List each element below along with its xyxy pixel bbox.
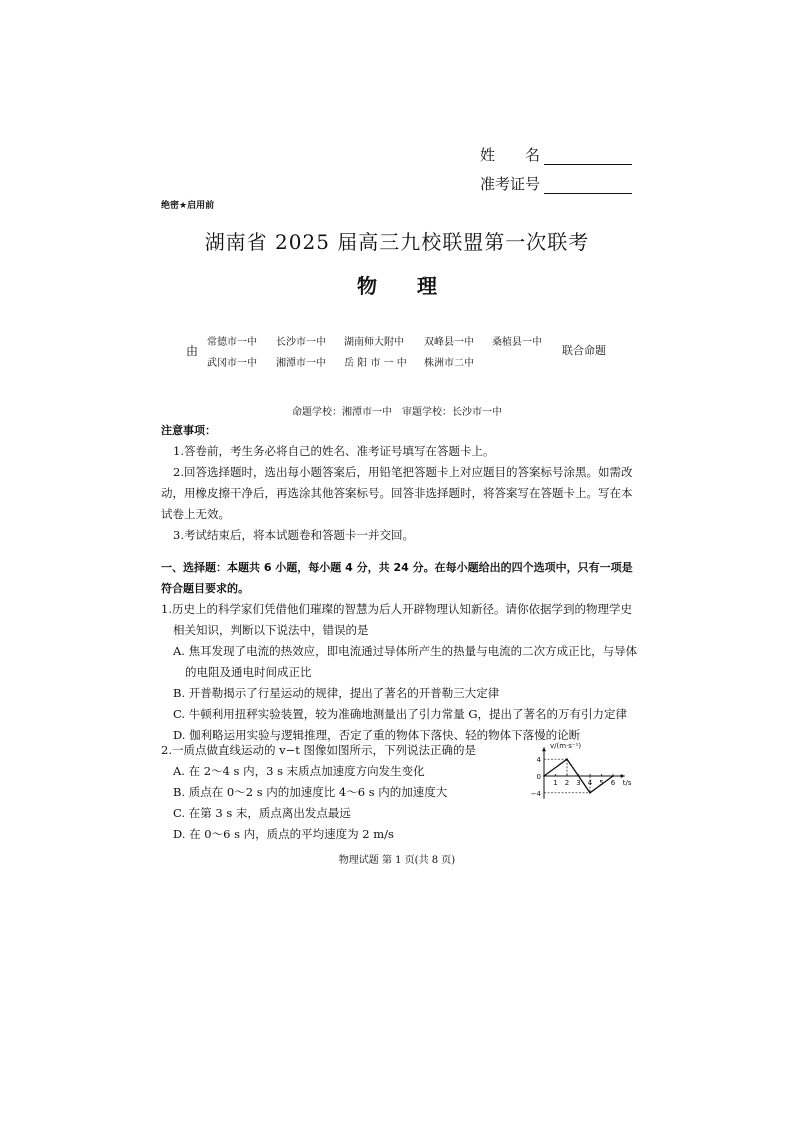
x-tick-label: 6 bbox=[610, 779, 616, 787]
id-field bbox=[480, 173, 632, 194]
id-label: 准考证号 bbox=[480, 175, 541, 193]
option-a: A. 焦耳发现了电流的热效应，即电流通过导体所产生的热量与电流的二次方成正比，与导体的电阻及通电时间成正比 bbox=[173, 644, 638, 679]
name-label: 姓 名 bbox=[480, 146, 541, 164]
question-1 bbox=[161, 599, 641, 746]
x-axis-label: t/s bbox=[622, 779, 632, 787]
notes-title: 注意事项： bbox=[161, 424, 216, 437]
option-d: D. 在 0～6 s 内，质点的平均速度为 2 m/s bbox=[173, 827, 394, 841]
y-axis-label: v/(m·s⁻¹) bbox=[550, 742, 582, 750]
option-c: C. 在第 3 s 末，质点离出发点最远 bbox=[173, 806, 351, 820]
data-point bbox=[543, 775, 545, 777]
school: 桑植县一中 bbox=[492, 337, 542, 348]
option-a: A. 在 2～4 s 内，3 s 末质点加速度方向发生变化 bbox=[173, 764, 425, 778]
question-stem: 1.历史上的科学家们凭借他们璀璨的智慧为后人开辟物理认知新径。请你依据学到的物理学史相关知识，判断以下说法中，错误的是 bbox=[161, 602, 632, 637]
x-tick-label: 4 bbox=[587, 779, 593, 787]
data-point bbox=[589, 792, 591, 794]
y-tick-label: 0 bbox=[536, 773, 541, 781]
notes bbox=[161, 420, 641, 546]
maker-line: 命题学校：湘潭市一中 审题学校：长沙市一中 bbox=[292, 407, 502, 418]
option-b: B. 开普勒揭示了行星运动的规律，提出了著名的开普勒三大定律 bbox=[173, 686, 500, 700]
x-axis-arrow bbox=[621, 774, 625, 778]
vt-chart-svg bbox=[528, 740, 640, 810]
authors-suffix: 联合命题 bbox=[562, 344, 606, 357]
option-c: C. 牛顿利用扭秤实验装置，较为准确地测量出了引力常量 G，提出了著名的万有引力定律 bbox=[173, 707, 628, 721]
school: 常德市一中 bbox=[207, 337, 257, 348]
question-stem: 2.一质点做直线运动的 v−t 图像如图所示，下列说法正确的是 bbox=[161, 743, 477, 757]
option-b: B. 质点在 0～2 s 内的加速度比 4～6 s 内的加速度大 bbox=[173, 785, 448, 799]
y-axis-arrow bbox=[542, 747, 546, 751]
school: 湘潭市一中 bbox=[276, 358, 326, 369]
secret-tag: 绝密★启用前 bbox=[161, 201, 215, 211]
x-tick-label: 5 bbox=[599, 779, 604, 787]
id-blank bbox=[544, 179, 632, 194]
exam-title: 湖南省 2025 届高三九校联盟第一次联考 bbox=[204, 230, 590, 254]
subject-title: 物理 bbox=[357, 274, 477, 298]
y-tick-label: −4 bbox=[530, 789, 541, 798]
data-point bbox=[612, 775, 614, 777]
school: 湖南师大附中 bbox=[344, 337, 404, 348]
school: 武冈市一中 bbox=[207, 358, 257, 369]
note-item: 2.回答选择题时，选出每小题答案后，用铅笔把答题卡上对应题目的答案标号涂黑。如需改动，用橡皮擦干净后，再选涂其他答案标号。回答非选择题时，将答案写在答题卡上。写在本试卷上无效。 bbox=[161, 465, 633, 521]
school: 岳 阳 市 一 中 bbox=[344, 358, 407, 369]
note-item: 3.考试结束后，将本试题卷和答题卡一并交回。 bbox=[173, 528, 414, 542]
question-2 bbox=[161, 740, 521, 845]
school: 双峰县一中 bbox=[424, 337, 474, 348]
x-tick-label: 1 bbox=[553, 779, 558, 787]
x-tick-label: 2 bbox=[564, 779, 570, 787]
option-d: D. 伽利略运用实验与逻辑推理，否定了重的物体下落快、轻的物体下落慢的论断 bbox=[173, 728, 581, 742]
note-item: 1.答卷前，考生务必将自己的姓名、准考证号填写在答题卡上。 bbox=[173, 444, 495, 458]
authors-prefix: 由 bbox=[186, 344, 199, 358]
page-footer: 物理试题 第 1 页(共 8 页) bbox=[338, 855, 456, 866]
section-heading: 一、选择题：本题共 6 小题，每小题 4 分，共 24 分。在每小题给出的四个选项中，只有一项是符合题目要求的。 bbox=[161, 561, 633, 595]
vt-chart bbox=[528, 740, 640, 810]
data-point bbox=[566, 758, 568, 760]
school: 长沙市一中 bbox=[276, 337, 326, 348]
school: 株洲市二中 bbox=[424, 358, 474, 369]
x-tick-label: 3 bbox=[576, 779, 581, 787]
name-blank bbox=[544, 150, 632, 165]
y-tick-label: 4 bbox=[536, 756, 541, 765]
name-field bbox=[480, 144, 632, 165]
